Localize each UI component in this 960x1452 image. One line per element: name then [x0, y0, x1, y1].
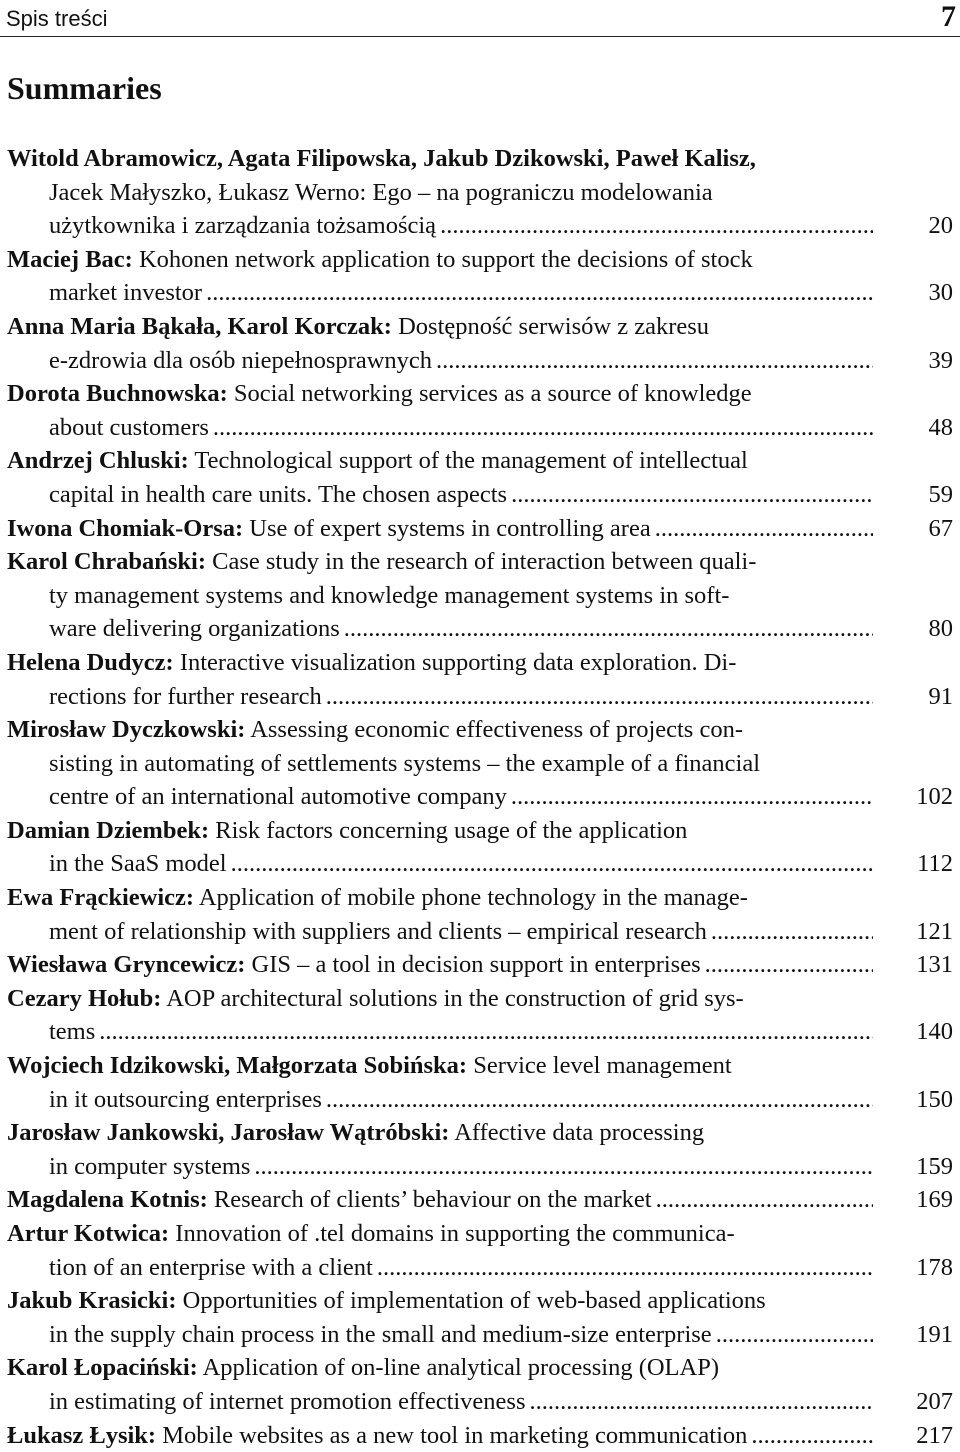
dot-leader [436, 344, 873, 378]
toc-entry[interactable] [7, 713, 957, 814]
entry-title-continued: about customers [49, 413, 209, 441]
page-number: 7 [941, 0, 956, 33]
entry-title: GIS – a tool in decision support in enterprises [245, 951, 701, 979]
entry-title-continued: market investor [49, 279, 203, 307]
dot-leader [326, 680, 873, 714]
entry-title-continued: capital in health care units. The chosen aspects [49, 480, 508, 508]
toc-entry[interactable] [7, 1049, 957, 1116]
dot-leader [511, 780, 873, 814]
entry-page-number: 159 [916, 1152, 953, 1180]
entry-title: Dostępność serwisów z zakresu [391, 312, 710, 340]
entry-title-continued: rections for further research [49, 682, 322, 710]
toc-entry[interactable] [7, 243, 957, 310]
dot-leader [751, 1419, 873, 1452]
toc-entry[interactable] [7, 142, 957, 243]
section-title: Spis treści [6, 6, 108, 31]
entry-page-number: 217 [916, 1421, 953, 1449]
entry-title: Service level management [467, 1052, 732, 1080]
entry-title: Opportunities of implementation of web-based applications [176, 1287, 766, 1315]
toc-entry[interactable] [7, 982, 957, 1049]
entry-title-continued: centre of an international automotive company [49, 783, 507, 811]
entry-title: Affective data processing [449, 1119, 705, 1147]
entry-title: Use of expert systems in controlling area [243, 514, 651, 542]
entry-authors: Maciej Bac: [7, 245, 133, 273]
entry-authors: Iwona Chomiak-Orsa: [7, 514, 244, 542]
toc-entry[interactable] [7, 1116, 957, 1183]
dot-leader [231, 847, 873, 881]
dot-leader [326, 1083, 873, 1117]
entry-page-number: 140 [916, 1018, 953, 1046]
entry-title: Risk factors concerning usage of the application [209, 816, 688, 844]
entry-authors: Cezary Hołub: [7, 984, 162, 1012]
entry-title: Application of on-line analytical processing (OLAP) [197, 1354, 720, 1382]
dot-leader [344, 612, 873, 646]
entry-authors: Helena Dudycz: [7, 648, 174, 676]
dot-leader [655, 512, 873, 546]
entry-title-continued: in the SaaS model [49, 850, 227, 878]
entry-page-number: 102 [916, 783, 953, 811]
entry-title: Interactive visualization supporting data exploration. Di- [173, 648, 737, 676]
entry-authors: Karol Łopaciński: [7, 1354, 198, 1382]
entry-title: Kohonen network application to support the decisions of stock [132, 245, 753, 273]
toc-entry[interactable] [7, 1217, 957, 1284]
entry-authors: Damian Dziembek: [7, 816, 210, 844]
entry-authors: Karol Chrabański: [7, 548, 206, 576]
toc-entry[interactable] [7, 948, 957, 982]
entry-title-continued: użytkownika i zarządzania tożsamością [49, 212, 437, 240]
entry-page-number: 191 [916, 1320, 953, 1348]
entry-title-continued: tems [49, 1018, 96, 1046]
entry-title-continued: tion of an enterprise with a client [49, 1253, 373, 1281]
entry-title: Social networking services as a source of knowledge [227, 380, 752, 408]
entry-page-number: 178 [916, 1253, 953, 1281]
entry-authors: Witold Abramowicz, Agata Filipowska, Jakub Dzikowski, Paweł Kalisz, [7, 145, 756, 172]
dot-leader [711, 915, 873, 949]
toc-entry[interactable] [7, 545, 957, 646]
dot-leader [716, 1318, 873, 1352]
page-header [0, 0, 960, 37]
dot-leader [511, 478, 873, 512]
entry-page-number: 48 [928, 413, 953, 441]
entry-page-number: 121 [916, 917, 953, 945]
entry-title-continued: ment of relationship with suppliers and clients – empirical research [49, 917, 707, 945]
entry-page-number: 91 [928, 682, 953, 710]
dot-leader [254, 1150, 873, 1184]
entry-page-number: 131 [916, 951, 953, 979]
entry-authors: Łukasz Łysik: [7, 1421, 157, 1449]
entry-title: Assessing economic effectiveness of projects con- [245, 716, 743, 744]
entry-title: AOP architectural solutions in the construction of grid sys- [161, 984, 744, 1012]
entry-authors: Jakub Krasicki: [7, 1287, 177, 1315]
toc-entry[interactable] [7, 881, 957, 948]
entry-title-continued: in computer systems [49, 1152, 251, 1180]
entry-authors: Magdalena Kotnis: [7, 1186, 208, 1214]
page-title: Summaries [7, 70, 162, 106]
entry-page-number: 80 [928, 615, 953, 643]
entry-title-continued: ty management systems and knowledge management systems in soft- [49, 581, 730, 609]
toc-entry[interactable] [7, 814, 957, 881]
entry-title-continued: ware delivering organizations [49, 615, 340, 643]
entry-title: Application of mobile phone technology in the manage- [194, 884, 748, 912]
dot-leader [213, 411, 873, 445]
entry-title: Innovation of .tel domains in supporting the communica- [169, 1220, 735, 1247]
entry-authors: Andrzej Chluski: [7, 447, 189, 475]
entry-title: Technological support of the management of intellectual [188, 447, 748, 475]
dot-leader [440, 209, 873, 243]
entry-page-number: 30 [928, 279, 953, 307]
toc-entry[interactable] [7, 377, 957, 444]
entry-authors: Wojciech Idzikowski, Małgorzata Sobińska: [7, 1052, 468, 1080]
entry-authors: Dorota Buchnowska: [7, 380, 228, 408]
toc-entry[interactable] [7, 444, 957, 511]
entry-authors: Anna Maria Bąkała, Karol Korczak: [7, 312, 392, 340]
toc-entry[interactable] [7, 310, 957, 377]
dot-leader [656, 1183, 873, 1217]
entry-page-number: 39 [928, 346, 953, 374]
entry-title-continued: e-zdrowia dla osób niepełnosprawnych [49, 346, 433, 374]
toc-entry[interactable] [7, 512, 957, 546]
toc-entry[interactable] [7, 646, 957, 713]
entry-page-number: 150 [916, 1085, 953, 1113]
entry-title-continued: in estimating of internet promotion effectiveness [49, 1387, 526, 1415]
entry-page-number: 59 [928, 480, 953, 508]
toc-entry[interactable] [7, 1284, 957, 1351]
dot-leader [705, 948, 873, 982]
entry-page-number: 112 [917, 850, 953, 878]
entry-page-number: 67 [928, 514, 953, 542]
entry-title: Case study in the research of interaction between quali- [206, 548, 757, 576]
toc-entry[interactable] [7, 1419, 957, 1452]
entry-page-number: 207 [916, 1387, 953, 1415]
dot-leader [530, 1385, 874, 1419]
toc-entry[interactable] [7, 1351, 957, 1418]
entry-authors: Artur Kotwica: [7, 1220, 170, 1247]
entry-title: Mobile websites as a new tool in marketing communication [156, 1421, 748, 1449]
entry-authors: Jarosław Jankowski, Jarosław Wątróbski: [7, 1119, 450, 1147]
entry-title: Research of clients’ behaviour on the market [207, 1186, 652, 1214]
entry-authors: Wiesława Gryncewicz: [7, 951, 246, 979]
entry-authors: Mirosław Dyczkowski: [7, 716, 246, 744]
toc-entry[interactable] [7, 1183, 957, 1217]
entry-title-continued: in the supply chain process in the small and medium-size enterprise [49, 1320, 712, 1348]
entry-title-continued: in it outsourcing enterprises [49, 1085, 322, 1113]
entry-page-number: 169 [916, 1186, 953, 1214]
entry-page-number: 20 [928, 212, 953, 240]
dot-leader [377, 1251, 873, 1285]
entry-title-continued: sisting in automating of settlements systems – the example of a financial [49, 749, 761, 777]
dot-leader [99, 1015, 873, 1049]
table-of-contents [7, 142, 957, 1452]
entry-title-continued: Jacek Małyszko, Łukasz Werno: Ego – na pograniczu modelowania [49, 178, 713, 206]
entry-authors: Ewa Frąckiewicz: [7, 884, 195, 912]
dot-leader [206, 276, 873, 310]
